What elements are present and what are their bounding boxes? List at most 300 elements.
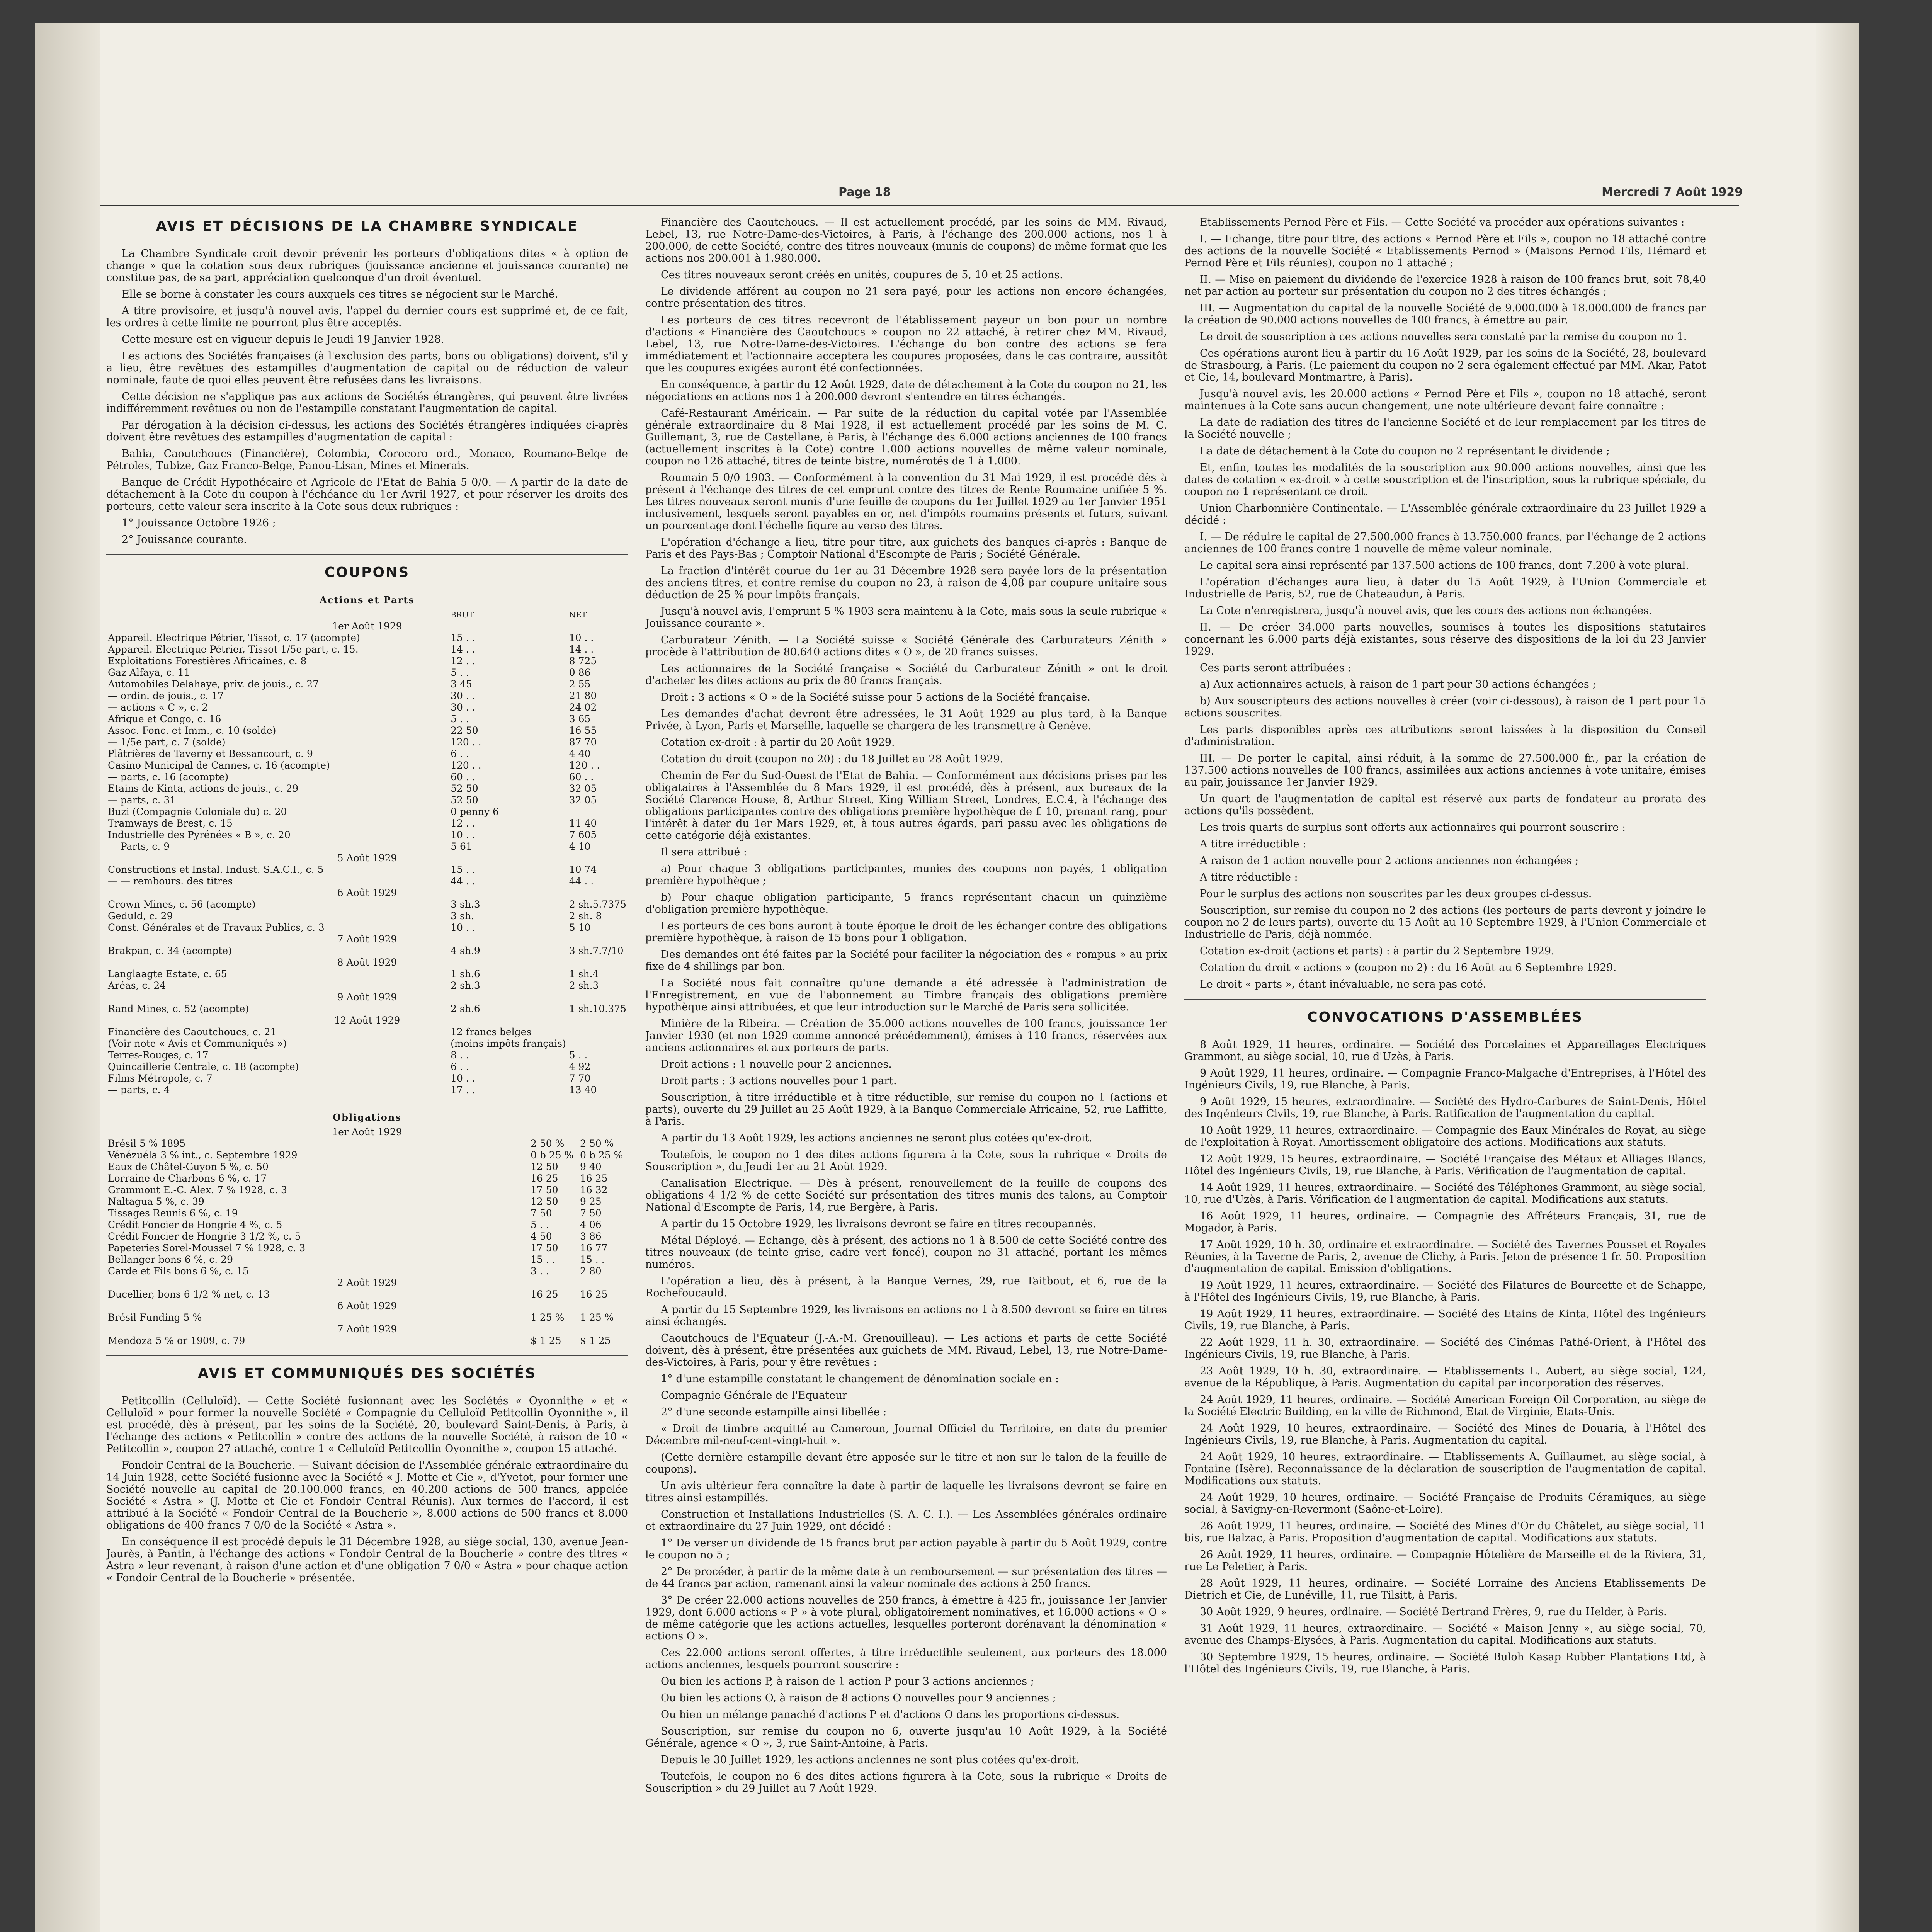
paragraph: 1° Jouissance Octobre 1926 ; bbox=[122, 517, 276, 529]
paragraph: Toutefois, le coupon no 1 des dites actions figurera à la Cote, sous la rubrique « Droits de Souscription », du Jeudi 1er au 21 Août 1929. bbox=[645, 1149, 1167, 1173]
paragraph: Caoutchoucs de l'Equateur (J.-A.-M. Grenouilleau). — Les actions et parts de cette Société doivent, dès à présent, être présentées aux guichets de MM. Rivaud, Lebel, 13, rue Notre-Dame-des-Victoires, à Paris, pour y être revêtues : bbox=[645, 1332, 1167, 1368]
paragraph: L'opération d'échanges aura lieu, à dater du 15 Août 1929, à l'Union Commerciale et Industrielle de Paris, 52, rue de Chateaudun, à Paris. bbox=[1184, 576, 1706, 600]
paragraph: A titre provisoire, et jusqu'à nouvel avis, l'appel du dernier cours est supprimé et, de ce fait, les ordres à cette limite ne pourront plus être acceptés. bbox=[106, 305, 628, 329]
paragraph: Les actions des Sociétés françaises (à l'exclusion des parts, bons ou obligations) doivent, s'il y a lieu, être revêtues des estampilles d'augmentation de capital ou de réduction de valeur nominale, faute de quoi elles peuvent être refusées dans les livraisons. bbox=[106, 350, 628, 386]
cell-name: Const. Générales et de Travaux Publics, c. 3 bbox=[108, 922, 325, 933]
cell-net: 11 40 bbox=[569, 818, 597, 829]
paragraph: Elle se borne à constater les cours auxquels ces titres se négocient sur le Marché. bbox=[122, 288, 558, 300]
paragraph: La date de radiation des titres de l'ancienne Société et de leur remplacement par les titres de la Société nouvelle ; bbox=[1184, 417, 1706, 440]
paragraph: 8 Août 1929, 11 heures, ordinaire. — Société des Porcelaines et Appareillages Electriques Grammont, au siège social, 10, rue d'Uzès, à Paris. bbox=[1184, 1039, 1706, 1063]
cell-name: — parts, c. 31 bbox=[108, 794, 176, 806]
cell-brut: 30 . . bbox=[451, 702, 475, 713]
cell-name: — — rembours. des titres bbox=[108, 876, 233, 887]
table-row bbox=[106, 806, 628, 818]
cell-net: 60 . . bbox=[569, 771, 594, 782]
cell-brut: 17 50 bbox=[531, 1242, 558, 1253]
cell-brut: 12 50 bbox=[531, 1196, 558, 1207]
paragraph: Métal Déployé. — Echange, dès à présent, des actions no 1 à 8.500 de cette Société contre des titres nouveaux (de teinte grise, cadre vert foncé), coupon no 31 attaché, portant les mêmes numéros. bbox=[645, 1235, 1167, 1270]
cell-name: Carde et Fils bons 6 %, c. 15 bbox=[108, 1265, 249, 1277]
cell-brut: (moins impôts français) bbox=[451, 1038, 566, 1049]
cell-brut: 7 50 bbox=[531, 1208, 552, 1219]
table-row bbox=[106, 1335, 628, 1347]
cell-brut: 0 b 25 % bbox=[531, 1150, 574, 1161]
right-column bbox=[1184, 209, 1706, 1932]
cell-name: — Parts, c. 9 bbox=[108, 841, 170, 852]
table-row bbox=[106, 818, 628, 829]
paragraph: Pour le surplus des actions non souscrites par les deux groupes ci-dessus. bbox=[1200, 888, 1592, 900]
cell-brut: 2 50 % bbox=[531, 1138, 565, 1149]
paragraph: Un quart de l'augmentation de capital est réservé aux parts de fondateur au prorata des actions qu'ils possèdent. bbox=[1184, 793, 1706, 817]
paragraph: 9 Août 1929, 11 heures, ordinaire. — Compagnie Franco-Malgache d'Entreprises, à l'Hôtel des Ingénieurs Civils, 19, rue Blanche, à Paris. bbox=[1184, 1067, 1706, 1091]
paragraph: 26 Août 1929, 11 heures, ordinaire. — Compagnie Hôtelière de Marseille et de la Riviera, 31, rue Le Peletier, à Paris. bbox=[1184, 1549, 1706, 1573]
cell-net: 3 86 bbox=[580, 1231, 602, 1242]
cell-net: 8 725 bbox=[569, 655, 597, 667]
cell-net: 7 70 bbox=[569, 1073, 591, 1084]
cell-brut: 4 sh.9 bbox=[451, 945, 480, 956]
cell-brut: 5 . . bbox=[531, 1219, 549, 1230]
paragraph: Cette mesure est en vigueur depuis le Jeudi 19 Janvier 1928. bbox=[122, 333, 444, 345]
table-row bbox=[106, 1161, 628, 1173]
paragraph: Ces titres nouveaux seront créés en unités, coupures de 5, 10 et 25 actions. bbox=[661, 269, 1063, 281]
cell-brut: 15 . . bbox=[451, 632, 475, 643]
paragraph: « Droit de timbre acquitté au Cameroun, Journal Officiel du Territoire, en date du premier Décembre mil-neuf-cent-vingt-huit ». bbox=[645, 1423, 1167, 1447]
group-date: 8 Août 1929 bbox=[337, 957, 397, 968]
cell-name: Quincaillerie Centrale, c. 18 (acompte) bbox=[108, 1061, 299, 1072]
cell-brut: 5 . . bbox=[451, 667, 469, 678]
cell-net: 14 . . bbox=[569, 644, 594, 655]
cell-name: Tissages Reunis 6 %, c. 19 bbox=[108, 1208, 238, 1219]
cell-net: 16 77 bbox=[580, 1242, 608, 1253]
paragraph: 1° d'une estampille constatant le changement de dénomination sociale en : bbox=[661, 1373, 1059, 1385]
cell-name: Grammont E.-C. Alex. 7 % 1928, c. 3 bbox=[108, 1184, 287, 1196]
cell-brut: 6 . . bbox=[451, 748, 469, 759]
paragraph: Petitcollin (Celluloïd). — Cette Société fusionnant avec les Sociétés « Oyonnithe » et « Celluloïd » pour former la nouvelle Société « Compagnie du Celluloïd Petitcollin Oyonnithe », il est procédé, dès à présent, par les soins de la Société, 20, boulevard Saint-Denis, à Paris, à l'échange des actions « Petitcollin » contre des actions de la nouvelle Société, à raison de 10 « Petitcollin », coupon 27 attaché, contre 1 « Celluloïd Petitcollin Oyonnithe », coupon 15 attaché. bbox=[106, 1395, 628, 1455]
paragraph: 12 Août 1929, 15 heures, extraordinaire. — Société Française des Métaux et Alliages Blancs, Hôtel des Ingénieurs Civils, 19, rue Blanche, à Paris. Vérification de l'augmentation de capital. bbox=[1184, 1153, 1706, 1177]
cell-net: 32 05 bbox=[569, 794, 597, 806]
avis-societes-paragraphs bbox=[106, 1395, 628, 1584]
cell-brut: 44 . . bbox=[451, 876, 475, 887]
paragraph: Ces opérations auront lieu à partir du 16 Août 1929, par les soins de la Société, 28, boulevard de Strasbourg, à Paris. (Le paiement du coupon no 2 sera également effectué par MM. Akar, Patot et Cie, 14, boulevard Montmartre, à Paris). bbox=[1184, 347, 1706, 383]
date-row bbox=[106, 1300, 628, 1312]
group-date: 2 Août 1929 bbox=[337, 1277, 397, 1288]
cell-name: Exploitations Forestières Africaines, c. 8 bbox=[108, 655, 307, 667]
table-row bbox=[106, 690, 628, 702]
table-row bbox=[106, 1003, 628, 1015]
cell-net: 10 . . bbox=[569, 632, 594, 643]
cell-net: 13 40 bbox=[569, 1084, 597, 1095]
paragraph: Les actionnaires de la Société française « Société du Carburateur Zénith » ont le droit d'acheter les dites actions au prix de 80 francs français. bbox=[645, 663, 1167, 687]
table-row bbox=[106, 1049, 628, 1061]
table-row bbox=[106, 1173, 628, 1184]
paragraph: Canalisation Electrique. — Dès à présent, renouvellement de la feuille de coupons des obligations 4 1/2 % de cette Société sur présentation des titres munis des talons, au Comptoir National d'Escompte de Paris, 14, rue Bergère, à Paris. bbox=[645, 1177, 1167, 1213]
cell-net bbox=[568, 1038, 628, 1049]
paragraph: 2° De procéder, à partir de la même date à un remboursement — sur présentation des titres — de 44 francs par action, ramenant ainsi la valeur nominale des actions à 250 francs. bbox=[645, 1566, 1167, 1590]
net-header: NET bbox=[569, 610, 587, 619]
section-divider bbox=[106, 1355, 628, 1356]
cell-net: 9 25 bbox=[580, 1196, 602, 1207]
paragraph: II. — Mise en paiement du dividende de l'exercice 1928 à raison de 100 francs brut, soit 78,40 net par action au porteur sur présentation du coupon no 2 des titres échangés ; bbox=[1184, 274, 1706, 298]
cell-name: Appareil. Electrique Pétrier, Tissot, c. 17 (acompte) bbox=[108, 632, 360, 643]
right-paragraphs bbox=[1184, 216, 1706, 990]
paragraph: Ces 22.000 actions seront offertes, à titre irréductible seulement, aux porteurs des 18.000 actions anciennes, lesquels pourront souscrire : bbox=[645, 1647, 1167, 1671]
paragraph: Etablissements Pernod Père et Fils. — Cette Société va procéder aux opérations suivantes : bbox=[1200, 216, 1685, 228]
cell-name: Terres-Rouges, c. 17 bbox=[108, 1049, 209, 1061]
cell-name: Financière des Caoutchoucs, c. 21 bbox=[108, 1026, 277, 1037]
date-row bbox=[106, 852, 628, 864]
group-date: 1er Août 1929 bbox=[332, 1126, 402, 1138]
cell-net: 32 05 bbox=[569, 783, 597, 794]
paragraph: A titre irréductible : bbox=[1200, 838, 1306, 850]
paragraph: Minière de la Ribeira. — Création de 35.000 actions nouvelles de 100 francs, jouissance 1er Janvier 1930 (et non 1929 comme annoncé précédemment), émises à 110 francs, réservées aux anciens actionnaires et aux porteurs de parts. bbox=[645, 1018, 1167, 1054]
paragraph: Des demandes ont été faites par la Société pour faciliter la négociation des « rompus » au prix fixe de 4 shillings par bon. bbox=[645, 949, 1167, 973]
cell-net: 1 sh.10.375 bbox=[569, 1003, 626, 1014]
cell-brut: 52 50 bbox=[451, 783, 478, 794]
paragraph: b) Pour chaque obligation participante, 5 francs représentant chacun un quinzième d'obligation première hypothèque. bbox=[645, 891, 1167, 915]
paragraph: Les porteurs de ces titres recevront de l'établissement payeur un bon pour un nombre d'actions « Financière des Caoutchoucs » coupon no 22 attaché, à retirer chez MM. Rivaud, Lebel, 13, rue Notre-Dame-des-Victoires. L'échange du bon contre des actions se fera immédiatement et l'actionnaire acceptera les coupures proposées, dans le cas contraire, aussitôt que les coupures exigées auront été confectionnées. bbox=[645, 314, 1167, 374]
group-date: 5 Août 1929 bbox=[337, 852, 397, 864]
date-row bbox=[106, 1015, 628, 1026]
table-row bbox=[106, 1254, 628, 1265]
paragraph: Souscription, sur remise du coupon no 2 des actions (les porteurs de parts devront y joindre le coupon no 2 de leurs parts), ouverte du 15 Août au 10 Septembre 1929, à l'Union Commerciale et Industrielle de Paris, déjà nommée. bbox=[1184, 905, 1706, 940]
avis-paragraphs bbox=[106, 248, 628, 546]
table-row bbox=[106, 771, 628, 783]
section-divider bbox=[1184, 999, 1706, 1000]
cell-net: 7 605 bbox=[569, 829, 597, 840]
paragraph: Les porteurs de ces bons auront à toute époque le droit de les échanger contre des obligations première hypothèque, à raison de 15 bons pour 1 obligation. bbox=[645, 920, 1167, 944]
group-date: 1er Août 1929 bbox=[332, 621, 402, 632]
paragraph: Souscription, sur remise du coupon no 6, ouverte jusqu'au 10 Août 1929, à la Société Générale, agence « O », 3, rue Saint-Antoine, à Paris. bbox=[645, 1725, 1167, 1749]
paragraph: Et, enfin, toutes les modalités de la souscription aux 90.000 actions nouvelles, ainsi que les dates de cotation « ex-droit » à cette souscription et de l'inscription, sous la rubrique spéciale, du coupon no 1 représentant ce droit. bbox=[1184, 462, 1706, 498]
cell-name: Brésil 5 % 1895 bbox=[108, 1138, 186, 1149]
group-date: 6 Août 1929 bbox=[337, 1300, 397, 1311]
cell-brut: 2 sh.6 bbox=[451, 1003, 480, 1014]
cell-net: 5 . . bbox=[569, 1049, 588, 1061]
middle-paragraphs bbox=[645, 216, 1167, 1794]
cell-name: Gaz Alfaya, c. 11 bbox=[108, 667, 190, 678]
cell-name: Vénézuéla 3 % int., c. Septembre 1929 bbox=[108, 1150, 298, 1161]
paragraph: 2° Jouissance courante. bbox=[122, 534, 247, 546]
cell-name: Brakpan, c. 34 (acompte) bbox=[108, 945, 232, 956]
date-row bbox=[106, 1126, 628, 1138]
cell-name: Buzi (Compagnie Coloniale du) c. 20 bbox=[108, 806, 287, 817]
cell-name: Automobiles Delahaye, priv. de jouis., c. 27 bbox=[108, 679, 319, 690]
paragraph: 30 Septembre 1929, 15 heures, ordinaire. — Société Buloh Kasap Rubber Plantations Ltd, à l'Hôtel des Ingénieurs Civils, 19, rue Blanche, à Paris. bbox=[1184, 1651, 1706, 1675]
cell-name: Lorraine de Charbons 6 %, c. 17 bbox=[108, 1173, 267, 1184]
cell-net: 4 40 bbox=[569, 748, 591, 759]
table-row bbox=[106, 864, 628, 876]
table-row bbox=[106, 829, 628, 841]
paragraph: Un avis ultérieur fera connaître la date à partir de laquelle les livraisons devront se faire en titres ainsi estampillés. bbox=[645, 1480, 1167, 1504]
cell-name: Langlaagte Estate, c. 65 bbox=[108, 968, 227, 980]
paragraph: Droit actions : 1 nouvelle pour 2 anciennes. bbox=[661, 1058, 892, 1070]
table-row bbox=[106, 876, 628, 887]
obligation-rows bbox=[106, 1126, 628, 1347]
paragraph: Il sera attribué : bbox=[661, 846, 747, 858]
table-row bbox=[106, 1026, 628, 1038]
cell-name: Mendoza 5 % or 1909, c. 79 bbox=[108, 1335, 245, 1346]
obligations-subtitle: Obligations bbox=[333, 1112, 401, 1123]
cell-name: — ordin. de jouis., c. 17 bbox=[108, 690, 224, 701]
paragraph: La fraction d'intérêt courue du 1er au 31 Décembre 1928 sera payée lors de la présentation des anciens titres, et contre remise du coupon no 23, à raison de 4,08 par coupure unitaire sous déduction de 25 % pour impôts français. bbox=[645, 565, 1167, 601]
paragraph: Cotation ex-droit : à partir du 20 Août 1929. bbox=[661, 736, 895, 748]
date-row bbox=[106, 957, 628, 968]
cell-name: (Voir note « Avis et Communiqués ») bbox=[108, 1038, 287, 1049]
convocations-title: CONVOCATIONS D'ASSEMBLÉES bbox=[1307, 1009, 1583, 1025]
paragraph: La Société nous fait connaître qu'une demande a été adressée à l'administration de l'Enregistrement, en vue de l'abonnement au Timbre français des obligations première hypothèque ainsi attribuées, et que leur introduction sur le Marché de Paris sera sollicitée. bbox=[645, 977, 1167, 1013]
table-row bbox=[106, 1196, 628, 1208]
cell-net: 4 92 bbox=[569, 1061, 591, 1072]
table-row bbox=[106, 910, 628, 922]
cell-brut: 0 penny 6 bbox=[451, 806, 499, 817]
cell-brut: 5 61 bbox=[451, 841, 472, 852]
cell-name: Constructions et Instal. Indust. S.A.C.I., c. 5 bbox=[108, 864, 324, 875]
paragraph: III. — De porter le capital, ainsi réduit, à la somme de 27.500.000 fr., par la création de 137.500 actions nouvelles de 100 francs, assimilées aux actions anciennes à vote unitaire, émises au pair, jouissance 1er Janvier 1929. bbox=[1184, 752, 1706, 788]
cell-brut: 17 50 bbox=[531, 1184, 558, 1196]
paragraph: Union Charbonnière Continentale. — L'Assemblée générale extraordinaire du 23 Juillet 1929 a décidé : bbox=[1184, 502, 1706, 526]
running-header bbox=[35, 185, 1859, 201]
paragraph: La Chambre Syndicale croit devoir prévenir les porteurs d'obligations dites « à option de change » que la cotation sous deux rubriques (jouissance ancienne et jouissance courante) ne constitue pas, de sa part, appréciation quelconque d'un droit éventuel. bbox=[106, 248, 628, 284]
paragraph: Le droit « parts », étant inévaluable, ne sera pas coté. bbox=[1200, 978, 1486, 990]
paragraph: La Cote n'enregistrera, jusqu'à nouvel avis, que les cours des actions non échangées. bbox=[1200, 605, 1652, 617]
table-row bbox=[106, 1138, 628, 1150]
middle-column bbox=[645, 209, 1167, 1932]
cell-brut: 10 . . bbox=[451, 829, 475, 840]
table-row bbox=[106, 783, 628, 794]
cell-net: 16 25 bbox=[580, 1289, 608, 1300]
paragraph: b) Aux souscripteurs des actions nouvelles à créer (voir ci-dessous), à raison de 1 part pour 15 actions souscrites. bbox=[1184, 695, 1706, 719]
cell-brut: 12 francs belges bbox=[451, 1026, 532, 1037]
page-edge bbox=[1816, 23, 1859, 1932]
cell-net: 7 50 bbox=[580, 1208, 602, 1219]
paragraph: 24 Août 1929, 10 heures, ordinaire. — Société Française de Produits Céramiques, au siège social, à Savigny-en-Revermont (Saône-et-Loire). bbox=[1184, 1492, 1706, 1515]
paragraph: A partir du 15 Septembre 1929, les livraisons en actions no 1 à 8.500 devront se faire en titres ainsi échangés. bbox=[645, 1304, 1167, 1328]
paragraph: 31 Août 1929, 11 heures, extraordinaire. — Société « Maison Jenny », au siège social, 70, avenue des Champs-Elysées, à Paris. Augmentation du capital. Modifications aux statuts. bbox=[1184, 1622, 1706, 1646]
cell-net: 21 80 bbox=[569, 690, 597, 701]
cell-brut: 4 50 bbox=[531, 1231, 552, 1242]
cell-brut: 14 . . bbox=[451, 644, 475, 655]
cell-brut: 17 . . bbox=[451, 1084, 475, 1095]
cell-name: Afrique et Congo, c. 16 bbox=[108, 713, 221, 724]
table-row bbox=[106, 922, 628, 934]
table-row bbox=[106, 679, 628, 690]
cell-brut: 3 sh. bbox=[451, 910, 474, 922]
date-row bbox=[106, 1323, 628, 1335]
group-date: 9 Août 1929 bbox=[337, 992, 397, 1003]
obligations-table bbox=[106, 1126, 628, 1347]
paragraph: 30 Août 1929, 9 heures, ordinaire. — Société Bertrand Frères, 9, rue du Helder, à Paris. bbox=[1200, 1606, 1667, 1618]
paragraph: 24 Août 1929, 10 heures, extraordinaire. — Société des Mines de Douaria, à l'Hôtel des Ingénieurs Civils, 19, rue Blanche, à Paris. Augmentation du capital. bbox=[1184, 1422, 1706, 1446]
table-row bbox=[106, 980, 628, 992]
cell-brut: 3 45 bbox=[451, 679, 472, 690]
cell-net: 0 b 25 % bbox=[580, 1150, 623, 1161]
cell-name: Rand Mines, c. 52 (acompte) bbox=[108, 1003, 249, 1014]
cell-net: 24 02 bbox=[569, 702, 597, 713]
cell-name: — 1/5e part, c. 7 (solde) bbox=[108, 736, 226, 748]
paragraph: 14 Août 1929, 11 heures, extraordinaire. — Société des Téléphones Grammont, au siège social, 10, rue d'Uzès, à Paris. Vérification de l'augmentation de capital. Modifications aux statuts. bbox=[1184, 1182, 1706, 1206]
paragraph: Droit parts : 3 actions nouvelles pour 1 part. bbox=[661, 1075, 897, 1087]
table-row bbox=[106, 1219, 628, 1231]
table-row bbox=[106, 655, 628, 667]
paragraph: Carburateur Zénith. — La Société suisse « Société Générale des Carburateurs Zénith » procède à l'attribution de 80.640 actions dites « O », de 20 francs suisses. bbox=[645, 634, 1167, 658]
cell-net: 1 25 % bbox=[580, 1312, 614, 1323]
date-row bbox=[106, 1277, 628, 1289]
table-row bbox=[106, 1289, 628, 1300]
paragraph: 17 Août 1929, 10 h. 30, ordinaire et extraordinaire. — Société des Tavernes Pousset et Royales Réunies, à la Taverne de Paris, 2, avenue de Clichy, à Paris. Jeton de présence 1 fr. 50. Proposition d'augmentation de capital. Emission d'obligations. bbox=[1184, 1239, 1706, 1275]
paragraph: 19 Août 1929, 11 heures, extraordinaire. — Société des Etains de Kinta, Hôtel des Ingénieurs Civils, 19, rue Blanche, à Paris. bbox=[1184, 1308, 1706, 1332]
cell-net: 3 sh.7.7/10 bbox=[569, 945, 624, 956]
page-number: Page 18 bbox=[838, 185, 891, 199]
cell-net: 4 06 bbox=[580, 1219, 602, 1230]
cell-brut: 8 . . bbox=[451, 1049, 469, 1061]
cell-brut: 15 . . bbox=[531, 1254, 555, 1265]
paragraph: Cotation du droit « actions » (coupon no 2) : du 16 Août au 6 Septembre 1929. bbox=[1200, 962, 1617, 974]
cell-brut: 1 sh.6 bbox=[451, 968, 480, 980]
cell-brut: 12 50 bbox=[531, 1161, 558, 1172]
paragraph: A partir du 13 Août 1929, les actions anciennes ne seront plus cotées qu'ex-droit. bbox=[661, 1132, 1092, 1144]
table-row bbox=[106, 725, 628, 736]
paragraph: Les trois quarts de surplus sont offerts aux actionnaires qui pourront souscrire : bbox=[1200, 821, 1626, 833]
cell-name: Industrielle des Pyrénées « B », c. 20 bbox=[108, 829, 291, 840]
cell-net: 16 55 bbox=[569, 725, 597, 736]
table-row bbox=[106, 644, 628, 655]
cell-net: 120 . . bbox=[569, 760, 600, 771]
table-row bbox=[106, 1038, 628, 1049]
cell-brut: 12 . . bbox=[451, 818, 475, 829]
cell-net: 0 86 bbox=[569, 667, 591, 678]
paragraph: Toutefois, le coupon no 6 des dites actions figurera à la Cote, sous la rubrique « Droits de Souscription » du 29 Juillet au 7 Août 1929. bbox=[645, 1770, 1167, 1794]
cell-name: Appareil. Electrique Pétrier, Tissot 1/5e part, c. 15. bbox=[108, 644, 359, 655]
paragraph: A titre réductible : bbox=[1200, 871, 1298, 883]
cell-net: 9 40 bbox=[580, 1161, 602, 1172]
cell-brut: 30 . . bbox=[451, 690, 475, 701]
cell-brut: 5 . . bbox=[451, 713, 469, 724]
table-row bbox=[106, 748, 628, 760]
table-row bbox=[106, 968, 628, 980]
cell-name: Brésil Funding 5 % bbox=[108, 1312, 202, 1323]
cell-brut: 10 . . bbox=[451, 922, 475, 933]
cell-net: 2 55 bbox=[569, 679, 591, 690]
table-row bbox=[106, 632, 628, 644]
paragraph: Cotation ex-droit (actions et parts) : à partir du 2 Septembre 1929. bbox=[1200, 945, 1554, 957]
paragraph: Compagnie Générale de l'Equateur bbox=[661, 1389, 847, 1401]
section-divider bbox=[106, 554, 628, 555]
paragraph: (Cette dernière estampille devant être apposée sur le titre et non sur le talon de la feuille de coupons). bbox=[645, 1451, 1167, 1475]
cell-net bbox=[568, 806, 628, 818]
cell-net: 2 50 % bbox=[580, 1138, 614, 1149]
cell-brut: 1 25 % bbox=[531, 1312, 565, 1323]
paragraph: Les parts disponibles après ces attributions seront laissées à la disposition du Conseil d'administration. bbox=[1184, 724, 1706, 748]
paragraph: En conséquence, à partir du 12 Août 1929, date de détachement à la Cote du coupon no 21, les négociations en actions nos 1 à 200.000 devront s'entendre en titres échangés. bbox=[645, 379, 1167, 403]
paragraph: Fondoir Central de la Boucherie. — Suivant décision de l'Assemblée générale extraordinaire du 14 Juin 1928, cette Société fusionne avec la Société « J. Motte et Cie », d'Yvetot, pour former une Société nouvelle au capital de 20.100.000 francs, en 40.200 actions de 500 francs, appelée Société « Astra » (J. Motte et Cie et Fondoir Central Réunis). Aux termes de l'accord, il est attribué à la Société « Fondoir Central de la Boucherie », 8.000 actions de 500 francs et 8.000 obligations de 400 francs 7 0/0 de la Société « Astra ». bbox=[106, 1459, 628, 1531]
paragraph: Depuis le 30 Juillet 1929, les actions anciennes ne sont plus cotées qu'ex-droit. bbox=[661, 1754, 1079, 1766]
table-row bbox=[106, 1084, 628, 1096]
avis-societes-title: AVIS ET COMMUNIQUÉS DES SOCIÉTÉS bbox=[197, 1366, 537, 1381]
paragraph: L'opération a lieu, dès à présent, à la Banque Vernes, 29, rue Taitbout, et 6, rue de la Rochefoucauld. bbox=[645, 1275, 1167, 1299]
paragraph: Jusqu'à nouvel avis, les 20.000 actions « Pernod Père et Fils », coupon no 18 attaché, seront maintenues à la Cote sans aucun changement, une note ultérieure devant faire connaître : bbox=[1184, 388, 1706, 412]
cell-net: 16 32 bbox=[580, 1184, 608, 1196]
date-row bbox=[106, 621, 628, 632]
cell-name: Crown Mines, c. 56 (acompte) bbox=[108, 899, 256, 910]
cell-brut: 52 50 bbox=[451, 794, 478, 806]
cell-name: Papeteries Sorel-Moussel 7 % 1928, c. 3 bbox=[108, 1242, 306, 1253]
cell-brut: 120 . . bbox=[451, 736, 481, 748]
table-row bbox=[106, 1073, 628, 1084]
cell-brut: 10 . . bbox=[451, 1073, 475, 1084]
table-row bbox=[106, 713, 628, 725]
table-row bbox=[106, 945, 628, 957]
coupons-subtitle: Actions et Parts bbox=[320, 594, 415, 605]
cell-net: 15 . . bbox=[580, 1254, 605, 1265]
table-row bbox=[106, 1265, 628, 1277]
table-row bbox=[106, 794, 628, 806]
paragraph: Le dividende afférent au coupon no 21 sera payé, pour les actions non encore échangées, contre présentation des titres. bbox=[645, 286, 1167, 310]
table-row bbox=[106, 1061, 628, 1073]
table-row bbox=[106, 899, 628, 910]
newspaper-page bbox=[35, 23, 1859, 1932]
cell-net: 44 . . bbox=[569, 876, 594, 887]
paragraph: Ces parts seront attribuées : bbox=[1200, 662, 1351, 674]
cell-net: 1 sh.4 bbox=[569, 968, 599, 980]
cell-net: 4 10 bbox=[569, 841, 591, 852]
paragraph: 24 Août 1929, 10 heures, extraordinaire. — Etablissements A. Guillaumet, au siège social, à Fontaine (Isère). Reconnaissance de la déclaration de souscription de l'augmentation de capital. Modifications aux statuts. bbox=[1184, 1451, 1706, 1487]
paragraph: a) Pour chaque 3 obligations participantes, munies des coupons non payés, 1 obligation première hypothèque ; bbox=[645, 863, 1167, 887]
paragraph: 10 Août 1929, 11 heures, extraordinaire. — Compagnie des Eaux Minérales de Royat, au siège de l'exploitation à Royat. Amortissement obligatoire des actions. Modifications aux statuts. bbox=[1184, 1124, 1706, 1148]
cell-net: 2 sh.3 bbox=[569, 980, 599, 991]
paragraph: Banque de Crédit Hypothécaire et Agricole de l'Etat de Bahia 5 0/0. — A partir de la date de détachement à la Cote du coupon à l'échéance du 1er Avril 1927, et pour réserver les droits des porteurs, cette valeur sera inscrite à la Cote sous deux rubriques : bbox=[106, 476, 628, 512]
cell-net: $ 1 25 bbox=[580, 1335, 611, 1346]
paragraph: Jusqu'à nouvel avis, l'emprunt 5 % 1903 sera maintenu à la Cote, mais sous la seule rubrique « Jouissance courante ». bbox=[645, 605, 1167, 629]
paragraph: Le droit de souscription à ces actions nouvelles sera constaté par la remise du coupon no 1. bbox=[1200, 331, 1687, 343]
cell-name: Assoc. Fonc. et Imm., c. 10 (solde) bbox=[108, 725, 276, 736]
group-date: 12 Août 1929 bbox=[334, 1015, 400, 1026]
group-date: 7 Août 1929 bbox=[337, 1323, 397, 1335]
paragraph: Cette décision ne s'applique pas aux actions de Sociétés étrangères, qui peuvent être livrées indifféremment revêtues ou non de l'estampille constatant l'augmentation de capital. bbox=[106, 391, 628, 415]
paragraph: III. — Augmentation du capital de la nouvelle Société de 9.000.000 à 18.000.000 de francs par la création de 90.000 actions nouvelles de 100 francs, à émettre au pair. bbox=[1184, 302, 1706, 326]
cell-name: Crédit Foncier de Hongrie 4 %, c. 5 bbox=[108, 1219, 282, 1230]
paragraph: 28 Août 1929, 11 heures, ordinaire. — Société Lorraine des Anciens Etablissements De Dietrich et Cie, de Lunéville, 11, rue Tilsitt, à Paris. bbox=[1184, 1577, 1706, 1601]
paragraph: Ou bien les actions O, à raison de 8 actions O nouvelles pour 9 anciennes ; bbox=[661, 1692, 1056, 1704]
cell-brut: 22 50 bbox=[451, 725, 478, 736]
paragraph: Ou bien un mélange panaché d'actions P et d'actions O dans les proportions ci-dessus. bbox=[661, 1709, 1120, 1721]
table-row bbox=[106, 702, 628, 713]
cell-name: — actions « C », c. 2 bbox=[108, 702, 208, 713]
group-date: 7 Août 1929 bbox=[337, 934, 397, 945]
paragraph: 1° De verser un dividende de 15 francs brut par action payable à partir du 5 Août 1929, contre le coupon no 5 ; bbox=[645, 1537, 1167, 1561]
cell-name: Eaux de Châtel-Guyon 5 %, c. 50 bbox=[108, 1161, 269, 1172]
cell-name: Plâtrières de Taverny et Bessancourt, c. 9 bbox=[108, 748, 313, 759]
cell-brut: $ 1 25 bbox=[531, 1335, 561, 1346]
paragraph: A raison de 1 action nouvelle pour 2 actions anciennes non échangées ; bbox=[1200, 855, 1579, 867]
paragraph: 9 Août 1929, 15 heures, extraordinaire. — Société des Hydro-Carbures de Saint-Denis, Hôtel des Ingénieurs Civils, 19, rue Blanche, à Paris. Ratification de l'augmentation du capital. bbox=[1184, 1096, 1706, 1120]
cell-net bbox=[568, 1026, 628, 1038]
cell-brut: 2 sh.3 bbox=[451, 980, 480, 991]
paragraph: Le capital sera ainsi représenté par 137.500 actions de 100 francs, dont 7.200 à vote plural. bbox=[1200, 560, 1689, 571]
paragraph: I. — De réduire le capital de 27.500.000 francs à 13.750.000 francs, par l'échange de 2 actions anciennes de 100 francs contre 1 nouvelle de même valeur nominale. bbox=[1184, 531, 1706, 555]
binding-spine bbox=[35, 23, 100, 1932]
paragraph: Roumain 5 0/0 1903. — Conformément à la convention du 31 Mai 1929, il est procédé dès à présent à l'échange des titres de cet emprunt contre des titres de Rente Roumaine unifiée 5 %. Les titres nouveaux seront munis d'une feuille de coupons du 1er Juillet 1929 au 1er Janvier 1951 inclusivement, lesquels seront payables en or, net d'impôts roumains présents et futurs, suivant un pourcentage dont l'échelle figure au verso des titres. bbox=[645, 472, 1167, 532]
paragraph: Droit : 3 actions « O » de la Société suisse pour 5 actions de la Société française. bbox=[661, 691, 1090, 703]
cell-name: Tramways de Brest, c. 15 bbox=[108, 818, 233, 829]
paragraph: 24 Août 1929, 11 heures, ordinaire. — Société American Foreign Oil Corporation, au siège de la Société Electric Building, en la ville de Richmond, Etat de Virginie, Etats-Unis. bbox=[1184, 1394, 1706, 1418]
cell-net: 2 80 bbox=[580, 1265, 602, 1277]
paragraph: Financière des Caoutchoucs. — Il est actuellement procédé, par les soins de MM. Rivaud, Lebel, 13, rue Notre-Dame-des-Victoires, à Paris, à l'échange des 200.000 actions, nos 1 à 200.000, de cette Société, contre des titres nouveaux (munis de coupons) de même format que les actions nos 200.001 à 1.980.000. bbox=[645, 216, 1167, 264]
coupons-title: COUPONS bbox=[324, 565, 410, 580]
coupon-rows bbox=[106, 621, 628, 1096]
paragraph: Café-Restaurant Américain. — Par suite de la réduction du capital votée par l'Assemblée générale extraordinaire du 8 Mai 1928, il est actuellement procédé par les soins de M. C. Guillemant, 3, rue de Castellane, à Paris, à l'échange des 6.000 actions anciennes de 100 francs (actuellement inscrites à la Cote) contre 1.000 actions nouvelles de même valeur nominale, coupon no 126 attaché, titres de teinte bistre, numérotés de 1 à 1.000. bbox=[645, 407, 1167, 467]
cell-name: Naltagua 5 %, c. 39 bbox=[108, 1196, 204, 1207]
convocations-paragraphs bbox=[1184, 1039, 1706, 1675]
cell-name: — parts, c. 16 (acompte) bbox=[108, 771, 229, 782]
